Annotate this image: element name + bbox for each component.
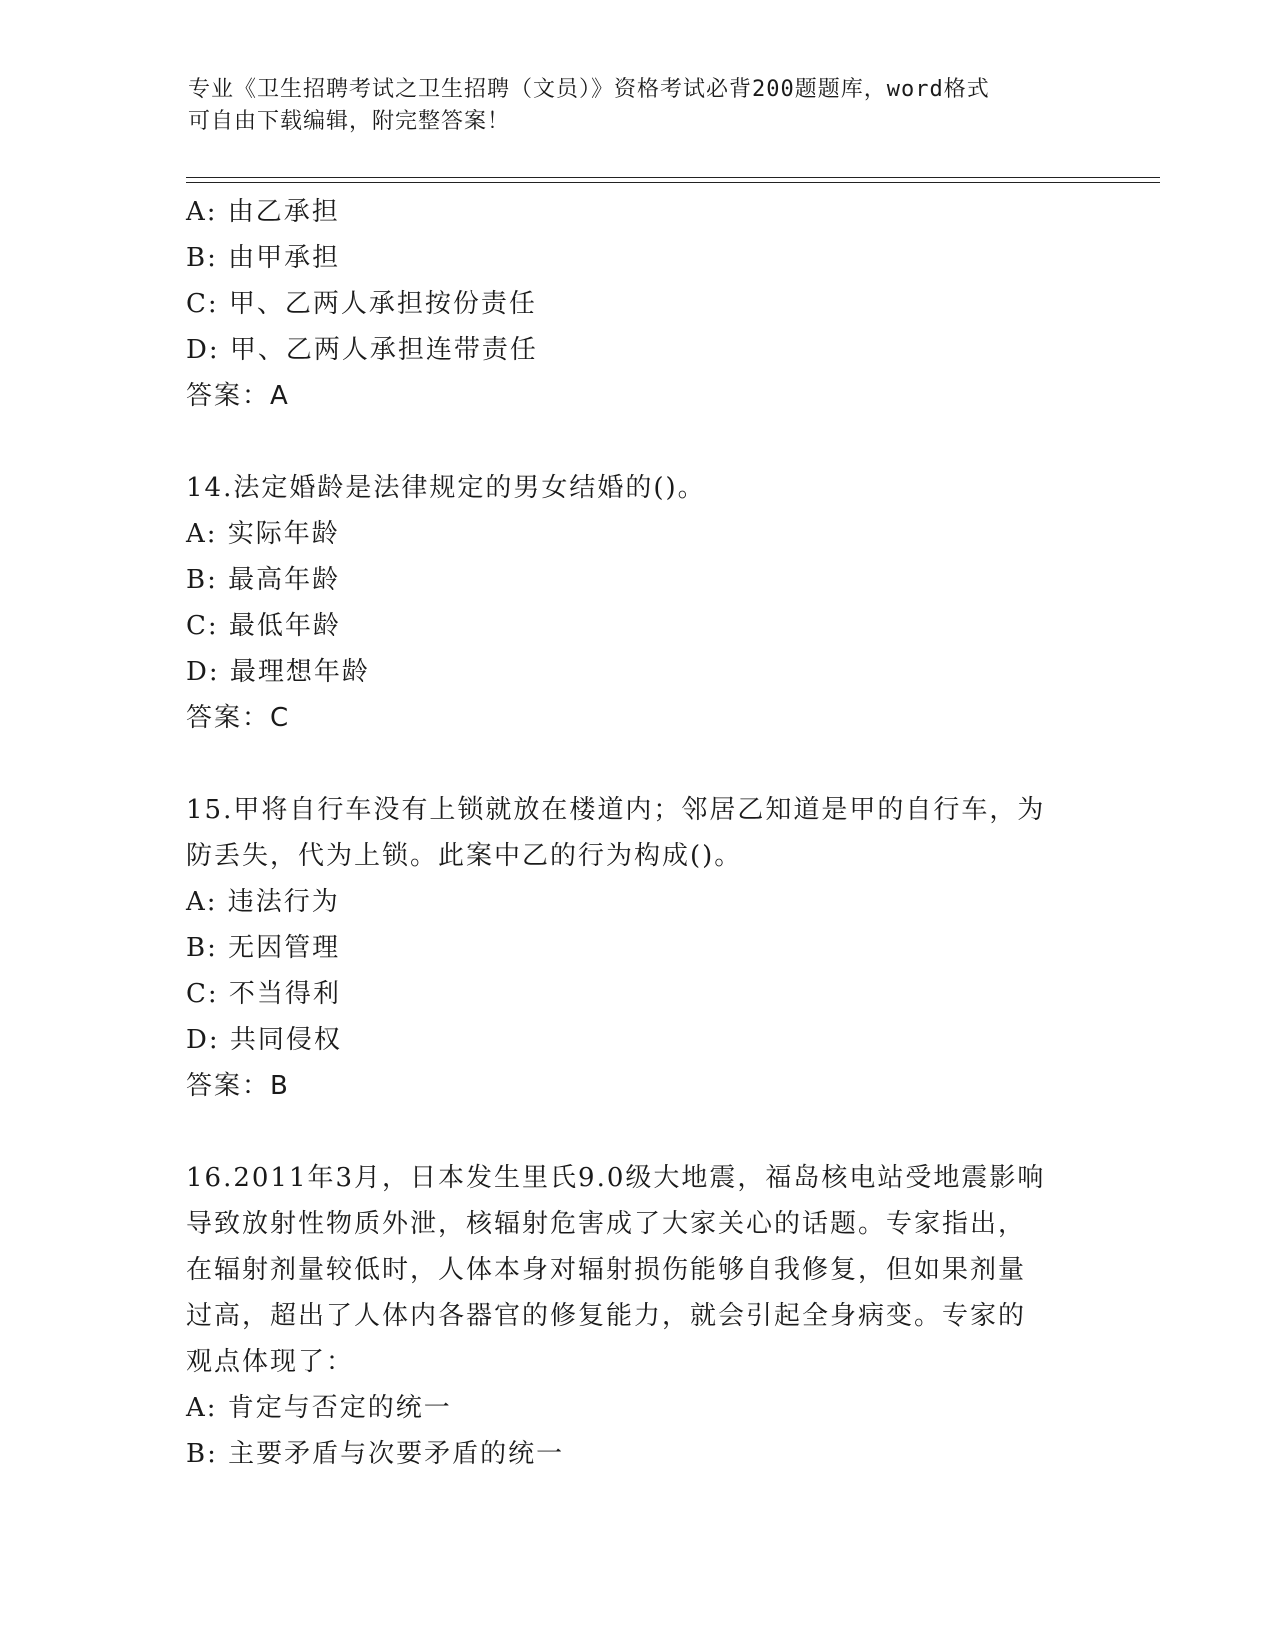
option-a: A: 违法行为	[186, 887, 340, 917]
question-stem: 防丢失，代为上锁。此案中乙的行为构成()。	[186, 841, 743, 871]
question-15	[186, 787, 1086, 1109]
question-list	[186, 189, 1086, 1477]
option-d: D: 共同侵权	[186, 1025, 342, 1055]
header-divider-top	[186, 177, 1160, 178]
question-stem: 观点体现了：	[186, 1347, 355, 1377]
document-header	[188, 74, 1068, 138]
question-stem: 导致放射性物质外泄，核辐射危害成了大家关心的话题。专家指出，	[186, 1209, 1027, 1239]
option-b: B: 主要矛盾与次要矛盾的统一	[186, 1439, 565, 1469]
question-stem: 14.法定婚龄是法律规定的男女结婚的()。	[186, 473, 706, 503]
spacer	[186, 1109, 1086, 1155]
option-c: C: 不当得利	[186, 979, 341, 1009]
question-stem: 在辐射剂量较低时，人体本身对辐射损伤能够自我修复，但如果剂量	[186, 1255, 1027, 1285]
option-a: A: 肯定与否定的统一	[186, 1393, 452, 1423]
option-b: B: 无因管理	[186, 933, 341, 963]
option-b: B: 最高年龄	[186, 565, 341, 595]
option-b: B: 由甲承担	[186, 243, 341, 273]
option-d: D: 甲、乙两人承担连带责任	[186, 335, 538, 365]
question-stem: 过高，超出了人体内各器官的修复能力，就会引起全身病变。专家的	[186, 1301, 1027, 1331]
answer: 答案：B	[186, 1071, 290, 1101]
option-c: C: 最低年龄	[186, 611, 341, 641]
spacer	[186, 419, 1086, 465]
header-line-2: 可自由下载编辑，附完整答案！	[188, 109, 511, 134]
option-c: C: 甲、乙两人承担按份责任	[186, 289, 537, 319]
question-14	[186, 465, 1086, 741]
header-divider-bottom	[186, 182, 1160, 183]
answer: 答案：A	[186, 381, 290, 411]
question-16	[186, 1155, 1086, 1477]
question-13	[186, 189, 1086, 419]
question-stem: 16.2011年3月，日本发生里氏9.0级大地震，福岛核电站受地震影响	[186, 1163, 1046, 1193]
option-d: D: 最理想年龄	[186, 657, 370, 687]
answer: 答案：C	[186, 703, 291, 733]
option-a: A: 实际年龄	[186, 519, 340, 549]
header-line-1: 专业《卫生招聘考试之卫生招聘（文员）》资格考试必背200题题库，word格式	[188, 77, 990, 102]
spacer	[186, 741, 1086, 787]
option-a: A: 由乙承担	[186, 197, 340, 227]
question-stem: 15.甲将自行车没有上锁就放在楼道内；邻居乙知道是甲的自行车，为	[186, 795, 1046, 825]
